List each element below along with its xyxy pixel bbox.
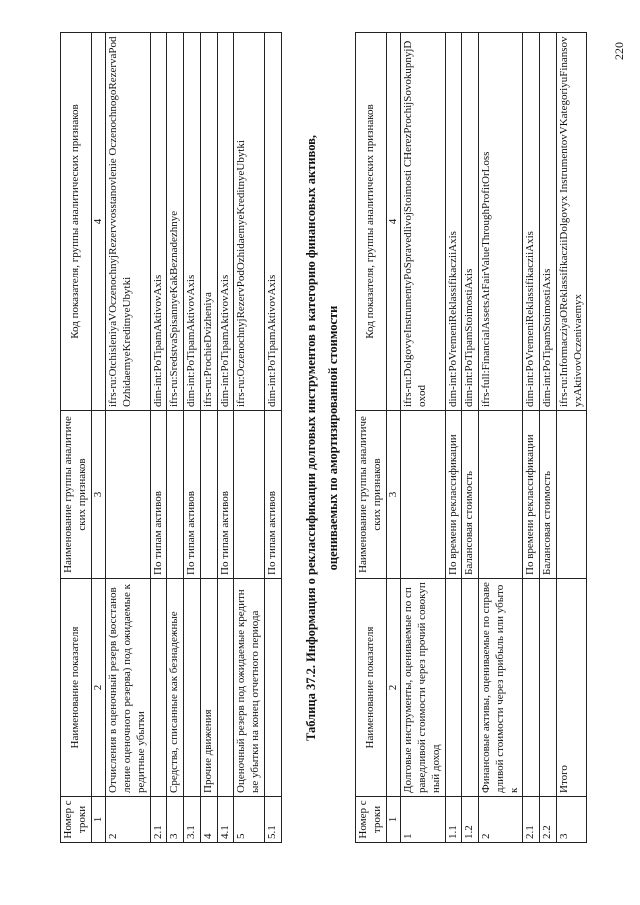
indicator-name-cell: Долговые инструменты, оцениваемые по справедливой стоимости через прочий совокупный доход — [401, 579, 445, 797]
table-row — [106, 33, 150, 843]
indicator-name-cell — [217, 579, 234, 797]
row-number-cell: 2.1 — [150, 797, 167, 843]
group-name-cell: По типам активов — [264, 411, 281, 579]
column-number: 4 — [386, 33, 401, 411]
row-number-cell: 2 — [106, 797, 150, 843]
row-number-cell: 2 — [479, 797, 523, 843]
row-number-cell: 5.1 — [264, 797, 281, 843]
header-indicator-name: Наименование показателя — [356, 579, 387, 797]
table-row — [217, 33, 234, 843]
code-cell: ifrs-ru:DolgovyeInstrumentyPoSpravedlivojStoimosti CHerezProchijSovokupnyjDoxod — [401, 33, 445, 411]
table-row — [462, 33, 479, 843]
code-cell: ifrs-ru:ProchieDvizheniya — [200, 33, 217, 411]
table-reclassification — [355, 32, 587, 843]
table-row — [167, 33, 184, 843]
group-name-cell: Балансовая стоимость — [462, 411, 479, 579]
indicator-name-cell — [540, 579, 557, 797]
row-number-cell: 3 — [167, 797, 184, 843]
table-row — [523, 33, 540, 843]
row-number-cell: 1 — [401, 797, 445, 843]
code-cell: dim-int:PoTipamAktivovAxis — [150, 33, 167, 411]
indicator-name-cell: Прочие движения — [200, 579, 217, 797]
table-header-row — [61, 33, 92, 843]
group-name-cell: По времени реклассификации — [445, 411, 462, 579]
group-name-cell: По типам активов — [150, 411, 167, 579]
column-number: 1 — [386, 797, 401, 843]
column-number: 2 — [386, 579, 401, 797]
group-name-cell — [234, 411, 265, 579]
group-name-cell: По времени реклассификации — [523, 411, 540, 579]
column-number-row — [386, 33, 401, 843]
column-number: 2 — [91, 579, 106, 797]
code-cell: ifrs-ru:OczenochnyjRezervPodOzhidaemyeKreditnyeUbytki — [234, 33, 265, 411]
indicator-name-cell: Средства, списанные как безнадежные — [167, 579, 184, 797]
indicator-name-cell — [184, 579, 201, 797]
code-cell: dim-int:PoVremeniReklassifikacziiAxis — [445, 33, 462, 411]
indicator-name-cell — [445, 579, 462, 797]
header-row-number: Номер строки — [356, 797, 387, 843]
row-number-cell: 3.1 — [184, 797, 201, 843]
indicator-name-cell — [150, 579, 167, 797]
row-number-cell: 4 — [200, 797, 217, 843]
table-caption: Таблица 37.2. Информация о реклассификации долговых инструментов в категорию финансовых активов, — [304, 134, 318, 742]
row-number-cell: 5 — [234, 797, 265, 843]
table-row — [184, 33, 201, 843]
indicator-name-cell: Финансовые активы, оцениваемые по справедливой стоимости через прибыль или убыток — [479, 579, 523, 797]
table-header-row — [356, 33, 387, 843]
header-row-number: Номер строки — [61, 797, 92, 843]
indicator-name-cell: Итого — [556, 579, 587, 797]
table-row — [150, 33, 167, 843]
header-code: Код показателя, группы аналитических признаков — [356, 33, 387, 411]
code-cell: dim-int:PoTipamAktivovAxis — [264, 33, 281, 411]
table-row — [479, 33, 523, 843]
row-number-cell: 1.1 — [445, 797, 462, 843]
header-code: Код показателя, группы аналитических признаков — [61, 33, 92, 411]
row-number-cell: 1.2 — [462, 797, 479, 843]
group-name-cell — [167, 411, 184, 579]
code-cell: dim-int:PoTipamAktivovAxis — [184, 33, 201, 411]
code-cell: dim-int:PoTipamAktivovAxis — [217, 33, 234, 411]
column-number: 4 — [91, 33, 106, 411]
group-name-cell — [106, 411, 150, 579]
table-row — [234, 33, 265, 843]
row-number-cell: 2.1 — [523, 797, 540, 843]
column-number-row — [91, 33, 106, 843]
page-number: 220 — [612, 42, 626, 60]
column-number: 3 — [91, 411, 106, 579]
column-number: 1 — [91, 797, 106, 843]
group-name-cell — [401, 411, 445, 579]
group-name-cell: Балансовая стоимость — [540, 411, 557, 579]
code-cell: dim-int:PoTipamStoimostiAxis — [540, 33, 557, 411]
code-cell: dim-int:PoTipamStoimostiAxis — [462, 33, 479, 411]
group-name-cell — [479, 411, 523, 579]
code-cell: ifrs-ru:OtchisleniyaVOczenochnyjRezervvosstanovlenie OczenochnogoRezervaPodOzhidaemyeKreditnyeUbytki — [106, 33, 150, 411]
indicator-name-cell — [523, 579, 540, 797]
table-allowance-movement — [60, 32, 282, 843]
table-row — [445, 33, 462, 843]
row-number-cell: 3 — [556, 797, 587, 843]
table-row — [540, 33, 557, 843]
code-cell: ifrs-ru:InformacziyaOReklassifikacziiDolgovyx InstrumentovVKategoriyuFinansovyxAktivovOczenivaemyx — [556, 33, 587, 411]
group-name-cell — [200, 411, 217, 579]
indicator-name-cell — [264, 579, 281, 797]
table-row — [200, 33, 217, 843]
header-group-name: Наименование группы аналитических признаков — [61, 411, 92, 579]
code-cell: ifrs-ru:SredstvaSpisannyeKakBeznadezhnye — [167, 33, 184, 411]
group-name-cell — [556, 411, 587, 579]
group-name-cell: По типам активов — [184, 411, 201, 579]
group-name-cell: По типам активов — [217, 411, 234, 579]
header-group-name: Наименование группы аналитических признаков — [356, 411, 387, 579]
column-number: 3 — [386, 411, 401, 579]
table-row — [556, 33, 587, 843]
row-number-cell: 4.1 — [217, 797, 234, 843]
table-row — [264, 33, 281, 843]
table-caption-continued: оцениваемых по амортизированной стоимости — [326, 305, 340, 571]
table-row — [401, 33, 445, 843]
indicator-name-cell — [462, 579, 479, 797]
indicator-name-cell: Отчисления в оценочный резерв (восстановление оценочного резерва) под ожидаемые кредитные убытки — [106, 579, 150, 797]
row-number-cell: 2.2 — [540, 797, 557, 843]
code-cell: dim-int:PoVremeniReklassifikacziiAxis — [523, 33, 540, 411]
code-cell: ifrs-full:FinancialAssetsAtFairValueThroughProfitOrLoss — [479, 33, 523, 411]
header-indicator-name: Наименование показателя — [61, 579, 92, 797]
indicator-name-cell: Оценочный резерв под ожидаемые кредитные убытки на конец отчетного периода — [234, 579, 265, 797]
